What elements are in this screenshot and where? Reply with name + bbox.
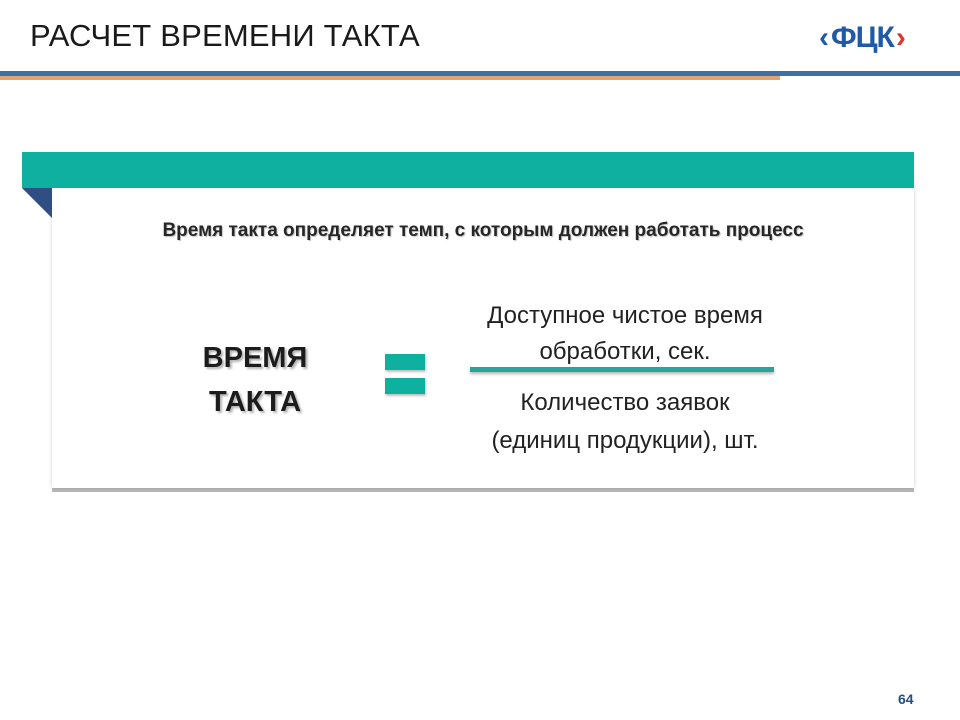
numerator-line-2: обработки, сек. [539,338,711,365]
numerator-line-1: Доступное чистое время [487,302,763,329]
page-number: 64 [898,691,914,707]
denominator-line-2: (единиц продукции), шт. [491,427,759,454]
formula-denominator [430,384,820,460]
company-logo [819,22,929,54]
fraction-line [470,367,774,372]
takt-time-term [175,336,335,424]
ribbon-fold [22,188,52,218]
logo-text: ФЦК [831,21,894,54]
header-divider-orange [0,76,780,80]
term-line-1: ВРЕМЯ [202,342,308,374]
formula-numerator [430,298,820,370]
term-line-2: ТАКТА [208,386,302,418]
slide-title: РАСЧЕТ ВРЕМЕНИ ТАКТА [30,18,420,53]
card-header-bar [22,152,914,188]
equals-sign-bottom-bar [385,378,425,394]
equals-sign-top-bar [385,354,425,370]
denominator-line-1: Количество заявок [520,389,730,416]
card-subtitle: Время такта определяет темп, с которым должен работать процесс [162,220,804,241]
logo-right-chevron-icon: › [895,21,906,54]
logo-left-chevron-icon: ‹ [819,21,829,54]
